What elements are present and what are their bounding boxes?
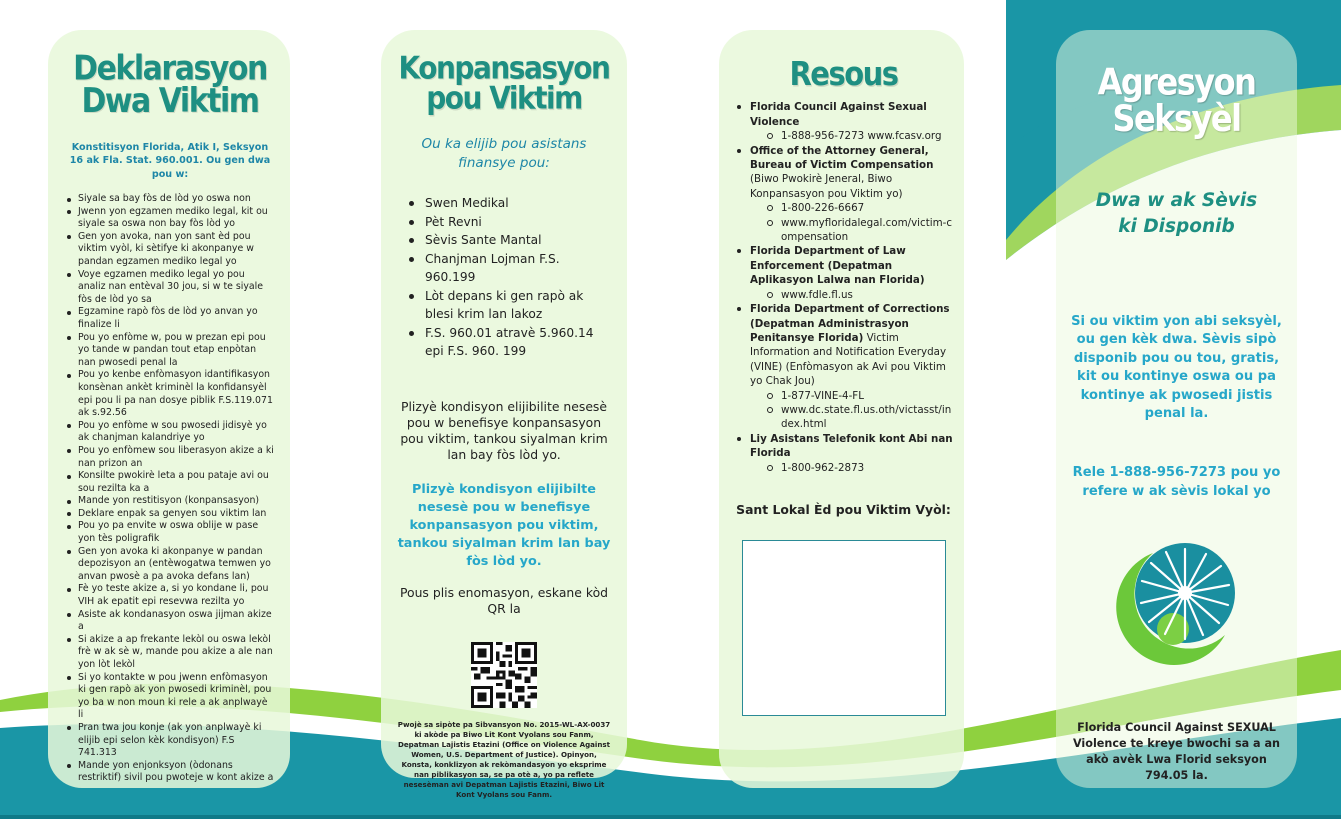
resources-panel <box>719 30 964 788</box>
resource-contact[interactable]: 1-800-962-2873 <box>767 461 954 475</box>
resource-contact[interactable]: 1-888-956-7273 www.fcasv.org <box>767 129 954 143</box>
eligibility-highlight: Plizyè kondisyon elijibilte nesesè pou w benefisye konpansasyon pou viktim, tankou siyalman krim lan bay fòs lòd yo. <box>397 482 611 569</box>
list-item: Egzamine rapò fòs de lòd yo anvan yo finalize li <box>66 306 274 331</box>
sunburst-logo-icon <box>1107 535 1247 675</box>
list-item: Siyale sa bay fòs de lòd yo oswa non <box>66 193 274 206</box>
list-item: Asiste ak kondanasyon oswa jijman akize a <box>66 609 274 634</box>
rights-list <box>66 193 274 785</box>
list-item: Si yo kontakte w pou jwenn enfòmasyon ki gen rapò ak yon pwosedi kriminèl, pou yo ba w non moun ki rele a ak anplwayè li <box>66 672 274 722</box>
qr-code-icon[interactable] <box>471 642 537 708</box>
resource-item <box>733 432 954 475</box>
cover-title: Agresyon Seksyèl <box>1097 59 1256 141</box>
resource-contact[interactable]: www.myfloridalegal.com/victim-compensation <box>767 216 954 245</box>
resource-item <box>733 100 954 143</box>
local-center-label: Sant Lokal Èd pou Viktim Vyòl: <box>736 501 951 517</box>
list-item: Pou yo enfòme w, pou w prezan epi pou yo tande w pandan tout etap enpòtan nan pwosedi penal la <box>66 332 274 370</box>
resource-name: Florida Department of Corrections (Depatman Administrasyon Penitansye Florida) <box>750 303 950 344</box>
list-item: Mande yon enjonksyon (òdonans restriktif) sivil pou pwoteje w kont akize a <box>66 760 274 785</box>
resource-item <box>733 244 954 302</box>
list-item: Sèvis Sante Mantal <box>407 231 613 250</box>
list-item: Voye egzamen mediko legal yo pou analiz nan entèval 30 jou, si w te siyale fòs de lòd yo sa <box>66 269 274 307</box>
resource-contact[interactable]: 1-877-VINE-4-FL <box>767 389 954 403</box>
cover-subtitle: Dwa w ak Sèvis ki Disponib <box>1095 190 1258 238</box>
list-item: Chanjman Lojman F.S. 960.199 <box>407 250 613 287</box>
resource-name: Office of the Attorney General, Bureau of Victim Compensation <box>750 144 934 172</box>
compensation-title: Konpansasyon pou Viktim <box>398 49 610 118</box>
list-item: Jwenn yon egzamen mediko legal, kit ou siyale sa oswa non bay fòs lòd yo <box>66 206 274 231</box>
compensation-panel <box>381 30 627 800</box>
local-center-box <box>742 540 946 716</box>
resource-contact[interactable]: www.fdle.fl.us <box>767 288 954 302</box>
resource-name: Florida Department of Law Enforcement (Depatman Aplikasyon Lalwa nan Florida) <box>750 245 925 287</box>
list-item: Gen yon avoka, nan yon sant èd pou viktim vyòl, ki sètifye ki akonpanye w pandan egzamen mediko legal yo <box>66 231 274 269</box>
resource-note: (Biwo Pwokirè Jeneral, Biwo Konpansasyon pou Viktim yo) <box>750 173 903 200</box>
cover-intro: Si ou viktim yon abi seksyèl, ou gen kèk dwa. Sèvis sipò disponib pou ou tou, gratis, kit ou kontinye oswa ou pa kontinye ak pwosedi jistis penal la. <box>1071 313 1282 422</box>
list-item: Pran twa jou konje (ak yon anplwayè ki elijib epi selon kèk kondisyon) F.S 741.313 <box>66 722 274 760</box>
resources-list <box>733 100 954 475</box>
rights-panel <box>48 30 290 788</box>
list-item: Pou yo enfòmew sou liberasyon akize a ki nan prizon an <box>66 445 274 470</box>
list-item: Si akize a ap frekante lekòl ou oswa lekòl frè w ak sè w, mande pou akize a ale nan yon lòt lekòl <box>66 634 274 672</box>
rights-subhead: Konstitisyon Florida, Atik I, Seksyon 16 ak Fla. Stat. 960.001. Ou gen dwa pou w: <box>69 141 271 180</box>
list-item: Pou yo enfòme w sou pwosedi jidisyè yo ak chanjman kalandriye yo <box>66 420 274 445</box>
resource-contact[interactable]: www.dc.state.fl.us.oth/victasst/index.html <box>767 403 954 432</box>
list-item: Swen Medikal <box>407 194 613 213</box>
cover-footer: Florida Council Against SEXUAL Violence te kreye bwochi sa a an akò avèk Lwa Florid seksyon 794.05 la. <box>1072 721 1281 782</box>
hotline-cta: Rele 1-888-956-7273 pou yo refere w ak sèvis lokal yo <box>1072 465 1281 499</box>
rights-title: Deklarasyon Dwa Viktim <box>73 49 267 122</box>
cover-panel <box>1056 30 1297 788</box>
list-item: F.S. 960.01 atravè 5.960.14 epi F.S. 960. 199 <box>407 324 613 361</box>
list-item: Pou yo kenbe enfòmasyon idantifikasyon konsènan ankèt kriminèl la konfidansyèl epi pou li pa nan dosye piblik F.S.119.071 ak s.92.56 <box>66 369 274 419</box>
resource-contact[interactable]: 1-800-226-6667 <box>767 201 954 215</box>
resource-item <box>733 144 954 245</box>
list-item: Fè yo teste akize a, si yo kondane li, pou VIH ak epatit epi resevwa rezilta yo <box>66 583 274 608</box>
resource-item <box>733 302 954 432</box>
compensation-list <box>395 194 613 361</box>
grant-disclaimer: Pwojè sa sipòte pa Sibvansyon No. 2015-WL-AX-0037 ki akòde pa Biwo Lit Kont Vyolans sou Fanm, Depatman Lajistis Etazini (Office on Violence Against Women, U.S. Department of Justice). Opinyon, Konsta, konklizyon ak rekòmandasyon yo eksprime nan piblikasyon sa, se pa otè a, yo pa reflete nesesèman avi Depatman Lajistis Etazini, Biwo Lit Kont Vyolans sou Fanm. <box>397 720 611 800</box>
resource-name: Florida Council Against Sexual Violence <box>750 101 927 128</box>
list-item: Konsilte pwokirè leta a pou pataje avi ou sou rezilta ka a <box>66 470 274 495</box>
compensation-lead: Ou ka elijib pou asistans finansye pou: <box>421 135 587 172</box>
eligibility-text: Plizyè kondisyon elijibilite nesesè pou w benefisye konpansasyon pou viktim, tankou siyalman krim lan bay fòs lòd yo. <box>400 398 608 462</box>
list-item: Gen yon avoka ki akonpanye w pandan depozisyon an (entèwogatwa temwen yo anvan pwosè a pa avoka defans lan) <box>66 546 274 584</box>
list-item: Lòt depans ki gen rapò ak blesi krim lan lakoz <box>407 287 613 324</box>
list-item: Deklare enpak sa genyen sou viktim lan <box>66 508 274 521</box>
list-item: Pèt Revni <box>407 213 613 232</box>
qr-instruction: Pous plis enomasyon, eskane kòd QR la <box>399 584 609 617</box>
list-item: Pou yo pa envite w oswa oblije w pase yon tès poligrafik <box>66 520 274 545</box>
resource-note: Victim Information and Notification Everyday (VINE) (Enfòmasyon ak Avi pou Viktim yo Chak Jou) <box>750 331 947 388</box>
resource-name: Liy Asistans Telefonik kont Abi nan Florida <box>750 432 953 460</box>
resources-title: Resous <box>789 54 898 94</box>
list-item: Mande yon restitisyon (konpansasyon) <box>66 495 274 508</box>
